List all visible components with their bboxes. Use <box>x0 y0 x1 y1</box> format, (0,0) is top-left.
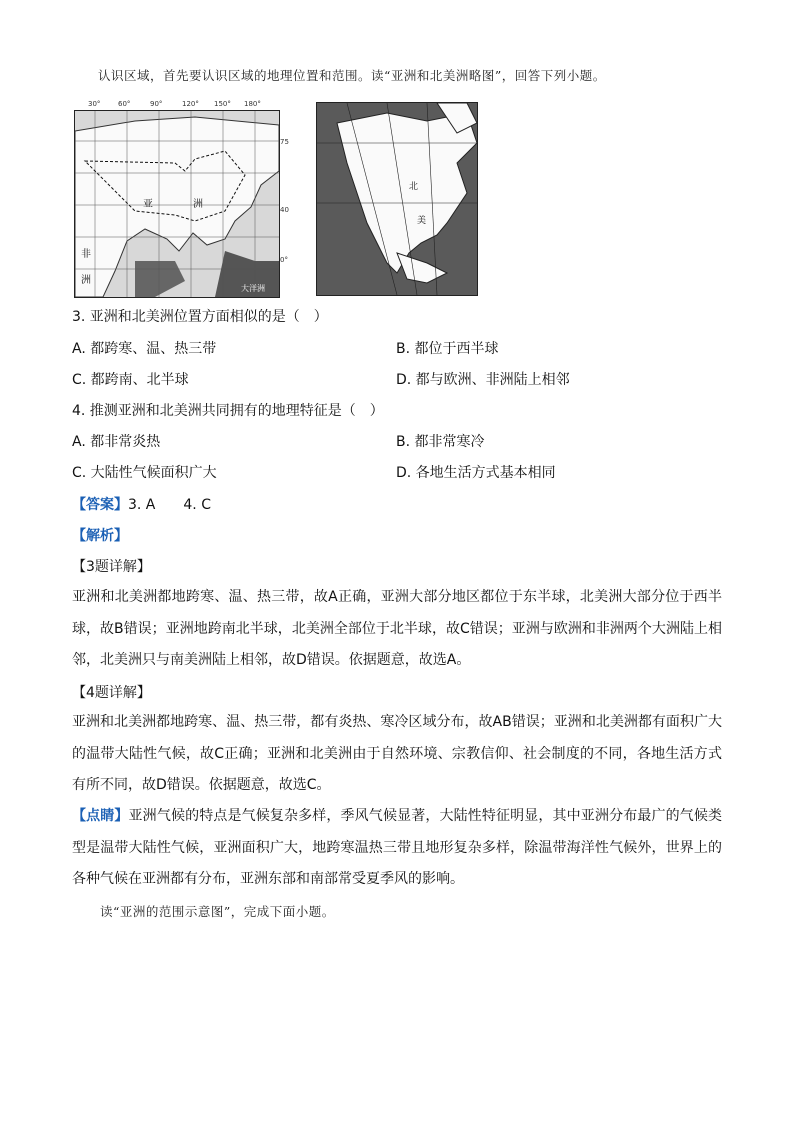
asia-map-drawing <box>75 111 279 297</box>
region-label: 亚 <box>143 199 153 210</box>
north-america-map-drawing <box>317 103 477 295</box>
lon-label: 90° <box>150 100 163 108</box>
question-3-option-a: A. 都跨寒、温、热三带 <box>72 341 217 357</box>
question-4-option-d: D. 各地生活方式基本相同 <box>396 465 556 481</box>
region-label: 大洋洲 <box>241 284 265 293</box>
region-label: 洲 <box>81 275 91 286</box>
detail-3-heading: 【3题详解】 <box>72 559 151 575</box>
question-4-option-b: B. 都非常寒冷 <box>396 434 485 450</box>
question-3-option-c: C. 都跨南、北半球 <box>72 372 189 388</box>
tip-text: 亚洲气候的特点是气候复杂多样，季风气候显著，大陆性特征明显，其中亚洲分布最广的气候类型是温带大陆性气候，亚洲面积广大，地跨寒温热三带且地形复杂多样，除温带海洋性气候外，世界上的各种气候在亚洲都有分布，亚洲东部和南部常受夏季风的影响。 <box>72 808 723 887</box>
detail-3-paragraph: 亚洲和北美洲都地跨寒、温、热三带，故A正确，亚洲大部分地区都位于东半球，北美洲大部分位于西半球，故B错误；亚洲地跨南北半球，北美洲全部位于北半球，故C错误；亚洲与欧洲和非洲两个大洲陆上相邻，北美洲只与南美洲陆上相邻，故D错误。依据题意，故选A。 <box>72 589 722 668</box>
region-label: 非 <box>81 249 91 260</box>
region-label: 洲 <box>193 199 203 210</box>
outro-text: 读“亚洲的范围示意图”，完成下面小题。 <box>100 904 335 919</box>
question-3-stem: 3. 亚洲和北美洲位置方面相似的是（ ） <box>72 309 328 325</box>
lat-label: 40 <box>280 206 289 214</box>
question-3-option-d: D. 都与欧洲、非洲陆上相邻 <box>396 372 570 388</box>
north-america-map <box>316 102 478 296</box>
question-4-option-c: C. 大陆性气候面积广大 <box>72 465 217 481</box>
analysis-tag: 【解析】 <box>72 528 128 544</box>
answer-text: 3. A 4. C <box>128 497 211 513</box>
lon-label: 30° <box>88 100 101 108</box>
detail-4-paragraph: 亚洲和北美洲都地跨寒、温、热三带，都有炎热、寒冷区域分布，故AB错误；亚洲和北美洲都有面积广大的温带大陆性气候，故C正确；亚洲和北美洲由于自然环境、宗教信仰、社会制度的不同，各地生活方式有所不同，故D错误。依据题意，故选C。 <box>72 714 722 793</box>
answer-line <box>72 494 211 514</box>
question-4-option-a: A. 都非常炎热 <box>72 434 161 450</box>
analysis-line <box>72 525 128 545</box>
maps-figure <box>74 100 484 296</box>
intro-text: 认识区域，首先要认识区域的地理位置和范围。读“亚洲和北美洲略图”，回答下列小题。 <box>98 68 606 83</box>
lon-label: 180° <box>244 100 261 108</box>
detail-4-heading: 【4题详解】 <box>72 685 151 701</box>
region-label: 北 <box>409 182 419 192</box>
answer-tag: 【答案】 <box>72 497 128 513</box>
lat-label: 75 <box>280 138 289 146</box>
lon-label: 120° <box>182 100 199 108</box>
question-4-stem: 4. 推测亚洲和北美洲共同拥有的地理特征是（ ） <box>72 403 384 419</box>
lon-label: 60° <box>118 100 131 108</box>
tip-tag: 【点睛】 <box>72 808 129 824</box>
lat-label: 0° <box>280 256 288 264</box>
asia-map <box>74 110 280 298</box>
question-3-option-b: B. 都位于西半球 <box>396 341 499 357</box>
tip-paragraph <box>72 801 722 896</box>
region-label: 美 <box>417 216 427 226</box>
lon-label: 150° <box>214 100 231 108</box>
